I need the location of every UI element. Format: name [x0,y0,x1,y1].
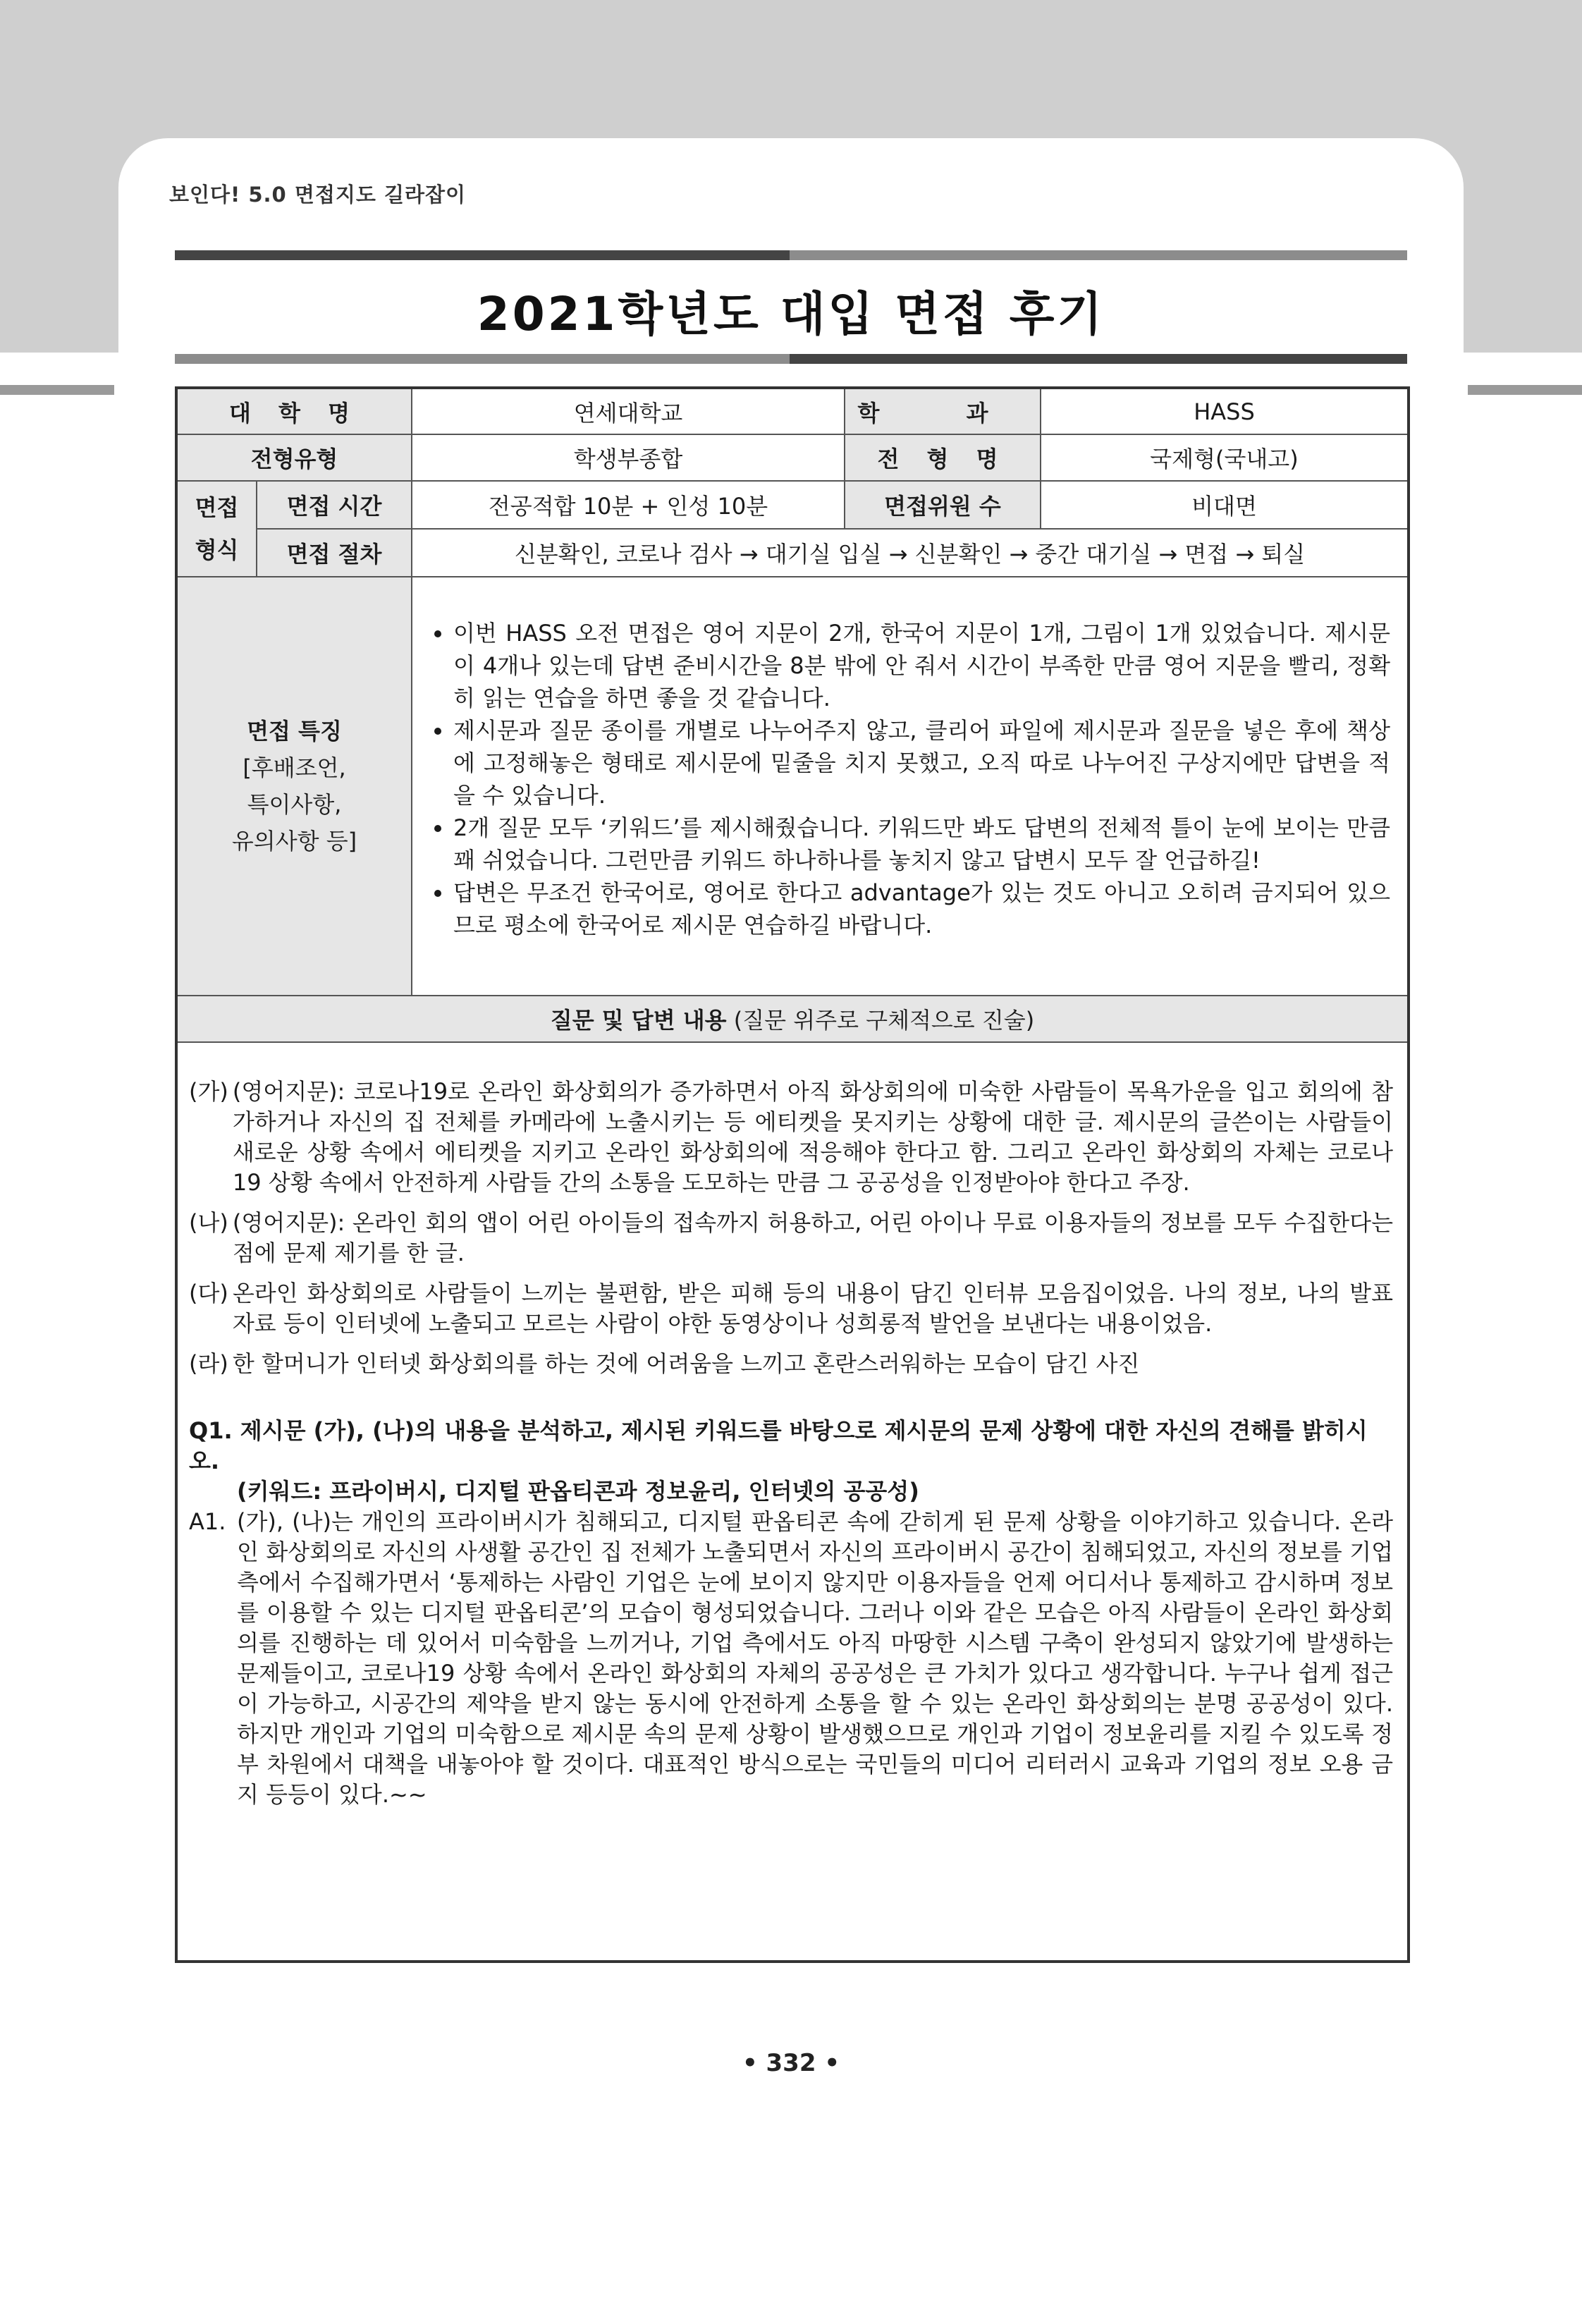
passage-item [189,1077,1393,1198]
passage-item [189,1208,1393,1268]
question-block [189,1416,1393,1507]
page-title: 2021학년도 대입 면접 후기 [477,287,1105,341]
answer-text: (가), (나)는 개인의 프라이버시가 침해되고, 디지털 판옵티콘 속에 갇히게 된 문제 상황을 이야기하고 있습니다. 온라인 화상회의로 자신의 사생활 공간인 집 전체가 노출되면서 자신의 프라이버시 공간이 침해되었고, 자신의 정보를 기업 측에서 수집해가면서 ‘통제하는 사람인 기업은 눈에 보이지 않지만 이용자들을 언제 어디서나 통제하고 감시하며 정보를 이용할 수 있는 디지털 판옵티콘’의 모습이 형성되었습니다. 그러나 이와 같은 모습은 아직 사람들이 온라인 화상회의를 진행하는 데 있어서 미숙함을 느끼거나, 기업 측에서도 아직 마땅한 시스템 구축이 완성되지 않았기에 발생하는 문제들이고, 코로나19 상황 속에서 온라인 화상회의 자체의 공공성은 큰 가치가 있다고 생각합니다. 누구나 쉽게 접근이 가능하고, 시공간의 제약을 받지 않는 동시에 안전하게 소통을 할 수 있는 온라인 화상회의는 분명 공공성이 있다. 하지만 개인과 기업의 미숙함으로 제시문 속의 문제 상황이 발생했으므로 개인과 기업이 정보윤리를 지킬 수 있도록 정부 차원에서 대책을 내놓아야 할 것이다. 대표적인 방식으로는 국민들의 미디어 리터러시 교육과 기업의 정보 오용 금지 등등이 있다.~~ [237,1508,1393,1808]
passage-text: (영어지문): 온라인 회의 앱이 어린 아이들의 접속까지 허용하고, 어린 아이나 무료 이용자들의 정보를 모두 수집한다는 점에 문제 제기를 한 글. [232,1209,1393,1266]
row-qa-content [176,1042,1409,1962]
row-university [176,388,1409,434]
interview-time-value: 전공적합 10분 + 인성 10분 [412,481,845,529]
running-head: 보인다! 5.0 면접지도 길라잡이 [169,183,467,207]
interviewer-count-value: 비대면 [1041,481,1409,529]
left-side-bar [0,385,114,395]
admission-name-value: 국제형(국내고) [1041,434,1409,481]
qa-header-bold: 질문 및 답변 내용 [550,1007,727,1034]
interview-procedure-label: 면접 절차 [257,529,412,577]
department-value: HASS [1041,388,1409,434]
feature-item: • 제시문과 질문 종이를 개별로 나누어주지 않고, 클리어 파일에 제시문과 질문을 넣은 후에 책상에 고정해놓은 형태로 제시문에 밑줄을 치지 못했고, 오직 따로 나누어진 구상지에만 답변을 적을 수 있습니다. [453,714,1390,812]
interview-format-label [176,481,257,577]
row-interview-procedure [176,529,1409,577]
interviewer-count-label: 면접위원 수 [845,481,1041,529]
passage-text: (영어지문): 코로나19로 온라인 화상회의가 증가하면서 아직 화상회의에 미숙한 사람들이 목욕가운을 입고 회의에 참가하거나 자신의 집 전체를 카메라에 노출시키는 등 에티켓을 못지키는 상황에 대한 글. 제시문의 글쓴이는 사람들이 새로운 상황 속에서 에티켓을 지키고 온라인 화상회의에 적응해야 한다고 함. 그리고 온라인 화상회의 자체는 코로나 19 상황 속에서 안전하게 사람들 간의 소통을 도모하는 만큼 그 공공성을 인정받아야 한다고 주장. [232,1078,1393,1196]
right-side-bar [1468,385,1582,395]
admission-type-label: 전형유형 [176,434,412,481]
interview-procedure-value: 신분확인, 코로나 검사 → 대기실 입실 → 신분확인 → 중간 대기실 → 면접 → 퇴실 [412,529,1409,577]
passage-text: 온라인 화상회의로 사람들이 느끼는 불편함, 받은 피해 등의 내용이 담긴 인터뷰 모음집이었음. 나의 정보, 나의 발표 자료 등이 인터넷에 노출되고 모르는 사람이 야한 동영상이나 성희롱적 발언을 보낸다는 내용이었음. [232,1280,1393,1337]
feature-item: • 이번 HASS 오전 면접은 영어 지문이 2개, 한국어 지문이 1개, 그림이 1개 있었습니다. 제시문이 4개나 있는데 답변 준비시간을 8분 밖에 안 줘서 시간이 부족한 만큼 영어 지문을 빨리, 정확히 읽는 연습을 하면 좋을 것 같습니다. [453,617,1390,714]
title-rule-top-dark [175,250,790,260]
interview-info-table [175,386,1410,1963]
passage-item [189,1278,1393,1339]
interview-format-label-text: 면접 형식 [195,494,239,563]
university-value: 연세대학교 [412,388,845,434]
features-list [412,577,1407,981]
answer-prefix: A1. [189,1508,226,1535]
question-keywords: (키워드: 프라이버시, 디지털 판옵티콘과 정보윤리, 인터넷의 공공성) [237,1478,919,1505]
qa-content [176,1042,1409,1962]
qa-wrap [178,1043,1407,1824]
admission-type-value: 학생부종합 [412,434,845,481]
row-interview-time [176,481,1409,529]
answer-block [189,1507,1393,1810]
qa-section-header [176,996,1409,1042]
title-rule-top-light [790,250,1407,260]
passage-prefix: (나) [189,1209,228,1236]
passage-prefix: (가) [189,1078,228,1105]
feature-item: • 답변은 무조건 한국어로, 영어로 한다고 advantage가 있는 것도 아니고 오히려 금지되어 있으므로 평소에 한국어로 제시문 연습하길 바랍니다. [453,876,1390,941]
department-label: 학 과 [845,388,1041,434]
row-features [176,577,1409,996]
features-label-line: 특이사항, [247,791,342,818]
passage-prefix: (라) [189,1350,228,1377]
row-qa-header [176,996,1409,1042]
page-number: • 332 • [742,2049,840,2077]
title-rule-bottom-light [175,354,790,364]
passage-item [189,1349,1393,1379]
interview-time-label: 면접 시간 [257,481,412,529]
features-label-line: [후배조언, [243,754,346,781]
feature-item: • 2개 질문 모두 ‘키워드’를 제시해줬습니다. 키워드만 봐도 답변의 전체적 틀이 눈에 보이는 만큼 꽤 쉬었습니다. 그런만큼 키워드 하나하나를 놓치지 않고 답변시 모두 잘 언급하길! [453,812,1390,876]
features-content [412,577,1409,996]
qa-header-note: (질문 위주로 구체적으로 진술) [726,1007,1035,1034]
features-label-line: 면접 특징 [247,718,342,745]
passage-prefix: (다) [189,1280,228,1307]
features-label [176,577,412,996]
row-admission [176,434,1409,481]
admission-name-label: 전 형 명 [845,434,1041,481]
title-rule-bottom-dark [790,354,1407,364]
features-label-line: 유의사항 등] [231,828,357,855]
question-line: Q1. 제시문 (가), (나)의 내용을 분석하고, 제시된 키워드를 바탕으로 제시문의 문제 상황에 대한 자신의 견해를 밝히시오. [189,1417,1368,1474]
university-label: 대 학 명 [176,388,412,434]
passage-text: 한 할머니가 인터넷 화상회의를 하는 것에 어려움을 느끼고 혼란스러워하는 모습이 담긴 사진 [232,1350,1140,1377]
